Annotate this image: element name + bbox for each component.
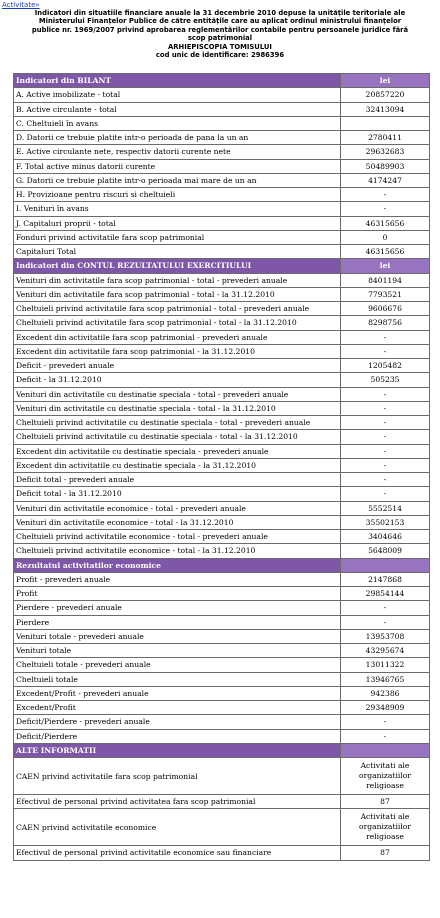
indicator-value: 29854144 — [341, 587, 430, 601]
indicator-value: 35502153 — [341, 515, 430, 529]
section-title: Rezultatul activitatilor economice — [14, 558, 341, 572]
table-row — [14, 316, 430, 330]
indicator-label: Pierdere - prevederi anuale — [14, 601, 341, 615]
entity-name: ARHIEPISCOPIA TOMISULUI — [168, 42, 272, 51]
section-unit — [341, 558, 430, 572]
indicator-label: Cheltuieli privind activitatile fara scop patrimonial - total - la 31.12.2010 — [14, 316, 341, 330]
table-row — [14, 88, 430, 102]
indicator-label: A. Active imobilizate - total — [14, 88, 341, 102]
indicator-label: Deficit/Pierdere — [14, 729, 341, 743]
indicator-label: Venituri din activitatile economice - total - la 31.12.2010 — [14, 515, 341, 529]
section-title: ALTE INFORMATII — [14, 743, 341, 757]
indicator-label: Excedent/Profit - prevederi anuale — [14, 686, 341, 700]
indicator-value: 13946765 — [341, 672, 430, 686]
indicator-value: - — [341, 715, 430, 729]
indicator-label: Venituri din activitatile cu destinatie speciala - total - la 31.12.2010 — [14, 401, 341, 415]
indicator-label: Cheltuieli privind activitatile economice - total - la 31.12.2010 — [14, 544, 341, 558]
indicator-label: Cheltuieli privind activitatile cu destinatie speciala - total - la 31.12.2010 — [14, 430, 341, 444]
table-row — [14, 401, 430, 415]
table-row — [14, 359, 430, 373]
table-row — [14, 458, 430, 472]
indicator-value: - — [341, 458, 430, 472]
indicator-value: 505235 — [341, 373, 430, 387]
indicator-value: 13011322 — [341, 658, 430, 672]
table-row — [14, 159, 430, 173]
indicator-value: 9606676 — [341, 302, 430, 316]
table-row — [14, 245, 430, 259]
indicator-label: Venituri din activitatile cu destinatie speciala - total - prevederi anuale — [14, 387, 341, 401]
indicator-label: I. Venituri în avans — [14, 202, 341, 216]
table-row — [14, 587, 430, 601]
indicator-value: Activitati ale organizatiilor religioase — [341, 758, 430, 795]
indicator-label: B. Active circulante - total — [14, 102, 341, 116]
table-row — [14, 672, 430, 686]
table-row — [14, 729, 430, 743]
indicator-value: 7793521 — [341, 287, 430, 301]
indicator-label: F. Total active minus datorii curente — [14, 159, 341, 173]
table-row — [14, 809, 430, 846]
table-row — [14, 473, 430, 487]
indicator-label: Efectivul de personal privind activitatea fara scop patrimonial — [14, 795, 341, 809]
table-row — [14, 444, 430, 458]
section-unit: lei — [341, 74, 430, 88]
table-row — [14, 795, 430, 809]
indicator-label: H. Provizioane pentru riscuri si cheltuieli — [14, 188, 341, 202]
report-header — [14, 9, 426, 59]
indicator-label: CAEN privind activitatile economice — [14, 809, 341, 846]
section-header-row — [14, 74, 430, 88]
table-row — [14, 430, 430, 444]
table-row — [14, 387, 430, 401]
indicator-label: E. Active circulante nete, respectiv datorii curente nete — [14, 145, 341, 159]
section-header-row — [14, 743, 430, 757]
indicator-value: 1205482 — [341, 359, 430, 373]
table-row — [14, 102, 430, 116]
table-row — [14, 629, 430, 643]
indicator-value: - — [341, 601, 430, 615]
indicator-value: 0 — [341, 230, 430, 244]
indicator-label: Cheltuieli privind activitatile economice - total - prevederi anuale — [14, 530, 341, 544]
indicator-label: Profit — [14, 587, 341, 601]
table-row — [14, 701, 430, 715]
indicator-value: 13953708 — [341, 629, 430, 643]
table-row — [14, 287, 430, 301]
table-row — [14, 131, 430, 145]
indicator-value: - — [341, 430, 430, 444]
indicator-value: 29632683 — [341, 145, 430, 159]
table-row — [14, 145, 430, 159]
indicator-value: Activitati ale organizatiilor religioase — [341, 809, 430, 846]
section-unit: lei — [341, 259, 430, 273]
indicator-label: Excedent din activitatile cu destinatie speciala - prevederi anuale — [14, 444, 341, 458]
table-row — [14, 302, 430, 316]
table-row — [14, 515, 430, 529]
entity-code: cod unic de identificare: 2986396 — [155, 51, 285, 60]
table-row — [14, 501, 430, 515]
indicator-value: - — [341, 487, 430, 501]
indicator-value: - — [341, 729, 430, 743]
indicator-value: 46315656 — [341, 245, 430, 259]
indicator-label: J. Capitaluri proprii - total — [14, 216, 341, 230]
indicator-value: - — [341, 401, 430, 415]
indicator-label: CAEN privind activitatile fara scop patrimonial — [14, 758, 341, 795]
indicator-value: 32413094 — [341, 102, 430, 116]
section-unit — [341, 743, 430, 757]
indicator-label: Cheltuieli totale - prevederi anuale — [14, 658, 341, 672]
indicator-label: Excedent din activitatile fara scop patrimonial - la 31.12.2010 — [14, 344, 341, 358]
indicator-value — [341, 116, 430, 130]
indicator-value: 2780411 — [341, 131, 430, 145]
table-row — [14, 686, 430, 700]
indicator-label: Venituri totale — [14, 644, 341, 658]
indicator-label: Excedent/Profit — [14, 701, 341, 715]
section-title: Indicatori din CONTUL REZULTATULUI EXERCITIULUI — [14, 259, 341, 273]
table-row — [14, 373, 430, 387]
table-row — [14, 487, 430, 501]
indicator-label: G. Datorii ce trebuie platite intr-o perioada mai mare de un an — [14, 173, 341, 187]
indicator-value: 50489903 — [341, 159, 430, 173]
table-row — [14, 344, 430, 358]
section-title: Indicatori din BILANT — [14, 74, 341, 88]
table-row — [14, 615, 430, 629]
table-row — [14, 330, 430, 344]
header-line: publice nr. 1969/2007 privind aprobarea reglementărilor contabile pentru persoanele juridice fără — [31, 25, 409, 34]
table-row — [14, 202, 430, 216]
header-line: scop patrimonial — [187, 34, 253, 43]
table-row — [14, 658, 430, 672]
table-row — [14, 173, 430, 187]
indicator-value: 8401194 — [341, 273, 430, 287]
indicator-label: Venituri totale - prevederi anuale — [14, 629, 341, 643]
indicator-label: Capitaluri Total — [14, 245, 341, 259]
header-line: Ministerului Finanțelor Publice de către entitățile care au aplicat ordinul ministrului finanțelor — [38, 17, 402, 26]
section-header-row — [14, 558, 430, 572]
indicator-value: 5552514 — [341, 501, 430, 515]
table-row — [14, 230, 430, 244]
table-row — [14, 116, 430, 130]
indicator-label: C. Cheltuieli în avans — [14, 116, 341, 130]
table-row — [14, 758, 430, 795]
indicator-value: 2147868 — [341, 572, 430, 586]
indicator-value: 29348909 — [341, 701, 430, 715]
indicator-label: Venituri din activitatile economice - total - prevederi anuale — [14, 501, 341, 515]
financial-indicators-table — [13, 73, 430, 861]
indicator-label: Excedent din activitatile fara scop patrimonial - prevederi anuale — [14, 330, 341, 344]
indicator-value: - — [341, 416, 430, 430]
header-line: Indicatori din situatiile financiare anuale la 31 decembrie 2010 depuse la unitățile teritoriale ale — [34, 9, 406, 17]
indicator-value: - — [341, 387, 430, 401]
table-row — [14, 544, 430, 558]
indicator-label: Cheltuieli privind activitatile fara scop patrimonial - total - prevederi anuale — [14, 302, 341, 316]
indicator-value: - — [341, 330, 430, 344]
table-row — [14, 273, 430, 287]
table-row — [14, 572, 430, 586]
indicator-label: Deficit total - prevederi anuale — [14, 473, 341, 487]
table-row — [14, 530, 430, 544]
activitati-link[interactable]: Activitate» — [2, 1, 40, 9]
indicator-value: - — [341, 344, 430, 358]
section-header-row — [14, 259, 430, 273]
indicator-label: Cheltuieli privind activitatile cu destinatie speciala - total - prevederi anuale — [14, 416, 341, 430]
table-row — [14, 416, 430, 430]
table-row — [14, 715, 430, 729]
indicator-value: - — [341, 615, 430, 629]
indicator-label: D. Datorii ce trebuie platite intr-o perioada de pana la un an — [14, 131, 341, 145]
indicator-label: Efectivul de personal privind activitatile economice sau financiare — [14, 846, 341, 860]
indicator-value: 87 — [341, 846, 430, 860]
indicator-label: Deficit - prevederi anuale — [14, 359, 341, 373]
indicator-value: 8298756 — [341, 316, 430, 330]
indicator-label: Profit - prevederi anuale — [14, 572, 341, 586]
indicator-value: 4174247 — [341, 173, 430, 187]
indicator-value: 942386 — [341, 686, 430, 700]
indicator-label: Cheltuieli totale — [14, 672, 341, 686]
indicator-value: 20857220 — [341, 88, 430, 102]
indicator-label: Deficit - la 31.12.2010 — [14, 373, 341, 387]
indicator-value: 3404646 — [341, 530, 430, 544]
indicator-label: Excedent din activitatile cu destinatie speciala - la 31.12.2010 — [14, 458, 341, 472]
table-row — [14, 216, 430, 230]
table-row — [14, 601, 430, 615]
indicator-value: - — [341, 444, 430, 458]
table-row — [14, 644, 430, 658]
indicator-value: 87 — [341, 795, 430, 809]
indicator-value: - — [341, 202, 430, 216]
indicator-label: Pierdere — [14, 615, 341, 629]
table-row — [14, 188, 430, 202]
table-row — [14, 846, 430, 860]
indicator-value: 5648009 — [341, 544, 430, 558]
indicator-value: 46315656 — [341, 216, 430, 230]
indicator-label: Venituri din activitatile fara scop patrimonial - total - la 31.12.2010 — [14, 287, 341, 301]
indicator-label: Venituri din activitatile fara scop patrimonial - total - prevederi anuale — [14, 273, 341, 287]
indicator-label: Deficit/Pierdere - prevederi anuale — [14, 715, 341, 729]
indicator-value: - — [341, 473, 430, 487]
indicator-label: Fonduri privind activitatile fara scop patrimonial — [14, 230, 341, 244]
indicator-value: 43295674 — [341, 644, 430, 658]
indicator-value: - — [341, 188, 430, 202]
indicator-label: Deficit total - la 31.12.2010 — [14, 487, 341, 501]
